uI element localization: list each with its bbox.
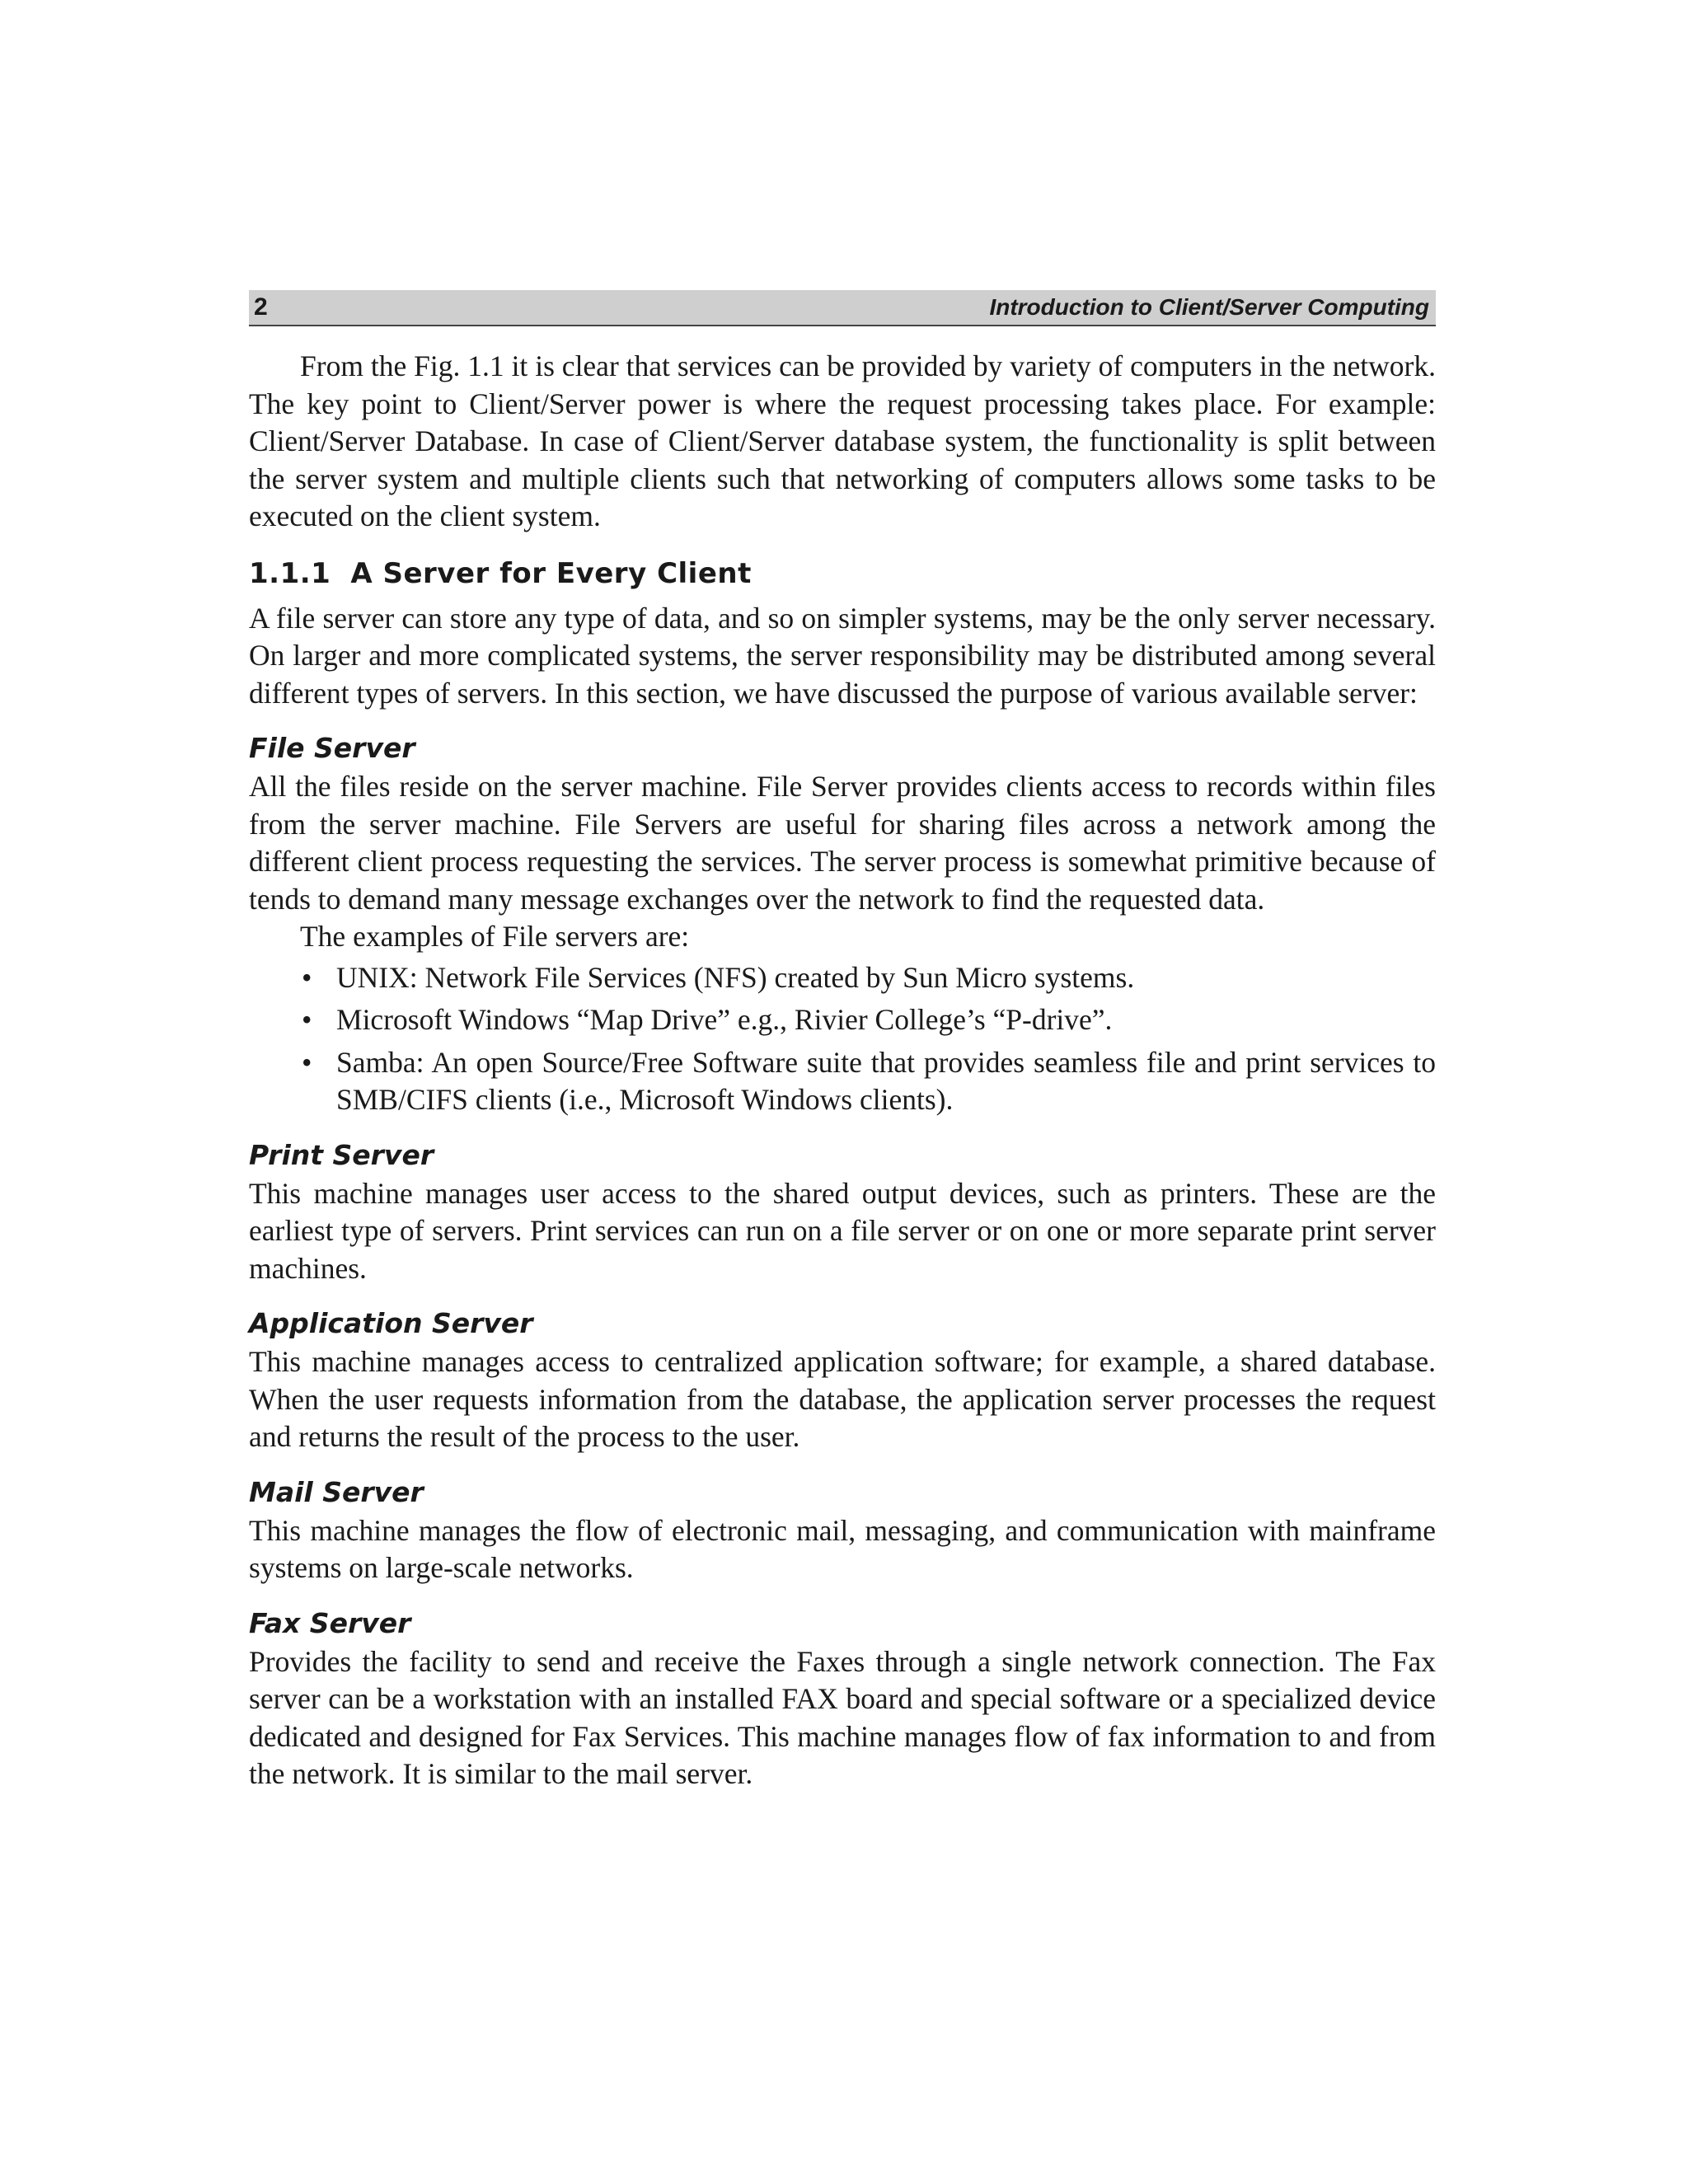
print-server-heading: Print Server — [249, 1138, 434, 1171]
running-head-title: Introduction to Client/Server Computing — [989, 294, 1429, 320]
list-item-text: Samba: An open Source/Free Software suite that provides seamless file and print services to SMB/CIFS clients (i.e., Microsoft Windows clients). — [336, 1045, 1436, 1116]
page — [249, 290, 1436, 1793]
file-server-heading: File Server — [249, 732, 415, 764]
list-item — [300, 1044, 1436, 1119]
section-number: 1.1.1 — [249, 556, 331, 590]
print-server-text: This machine manages user access to the shared output devices, such as printers. These are the earliest type of servers. Print services can run on a file server or on one or more separate print server machines. — [249, 1176, 1436, 1285]
fax-server-text: Provides the facility to send and receive the Faxes through a single network connection. The Fax server can be a workstation with an installed FAX board and special software or a specialized device dedicated and designed for Fax Services. This machine manages flow of fax information to and from the network. It is similar to the mail server. — [249, 1644, 1436, 1790]
bullet-icon: • — [302, 960, 312, 994]
file-server-text: All the files reside on the server machine. File Server provides clients access to records within files from the server machine. File Servers are useful for sharing files across a network among the different client process requesting the services. The server process is somewhat primitive because of tends to demand many message exchanges over the network to find the requested data. — [249, 770, 1436, 916]
application-server-text: This machine manages access to centralized application software; for example, a shared database. When the user requests information from the database, the application server processes the request and returns the result of the process to the user. — [249, 1345, 1436, 1453]
bullet-icon: • — [302, 1045, 312, 1079]
section-heading — [249, 557, 1436, 590]
application-server-heading: Application Server — [249, 1307, 533, 1339]
running-head — [249, 290, 1436, 326]
mail-server-heading: Mail Server — [249, 1475, 424, 1508]
list-item — [300, 1001, 1436, 1039]
mail-server-text: This machine manages the flow of electronic mail, messaging, and communication with mainframe systems on large-scale networks. — [249, 1513, 1436, 1584]
page-number: 2 — [254, 293, 268, 321]
list-item-text: UNIX: Network File Services (NFS) created by Sun Micro systems. — [336, 960, 1135, 994]
bullet-icon: • — [302, 1003, 312, 1036]
intro-paragraph: From the Fig. 1.1 it is clear that services can be provided by variety of computers in the network. The key point to Client/Server power is where the request processing takes place. For example: Client/Server Database. In case of Client/Server database system, the functionality is split between the server system and multiple clients such that networking of computers allows some tasks to be executed on the client system. — [249, 349, 1436, 532]
section-title: A Server for Every Client — [350, 556, 752, 590]
list-item-text: Microsoft Windows “Map Drive” e.g., Rivier College’s “P-drive”. — [336, 1003, 1113, 1036]
file-server-examples-list — [249, 959, 1436, 1119]
fax-server-heading: Fax Server — [249, 1606, 411, 1639]
section-intro: A file server can store any type of data, and so on simpler systems, may be the only server necessary. On larger and more complicated systems, the server responsibility may be distributed among several different types of servers. In this section, we have discussed the purpose of various available server: — [249, 601, 1436, 710]
file-server-examples-intro: The examples of File servers are: — [300, 920, 690, 953]
list-item — [300, 959, 1436, 997]
